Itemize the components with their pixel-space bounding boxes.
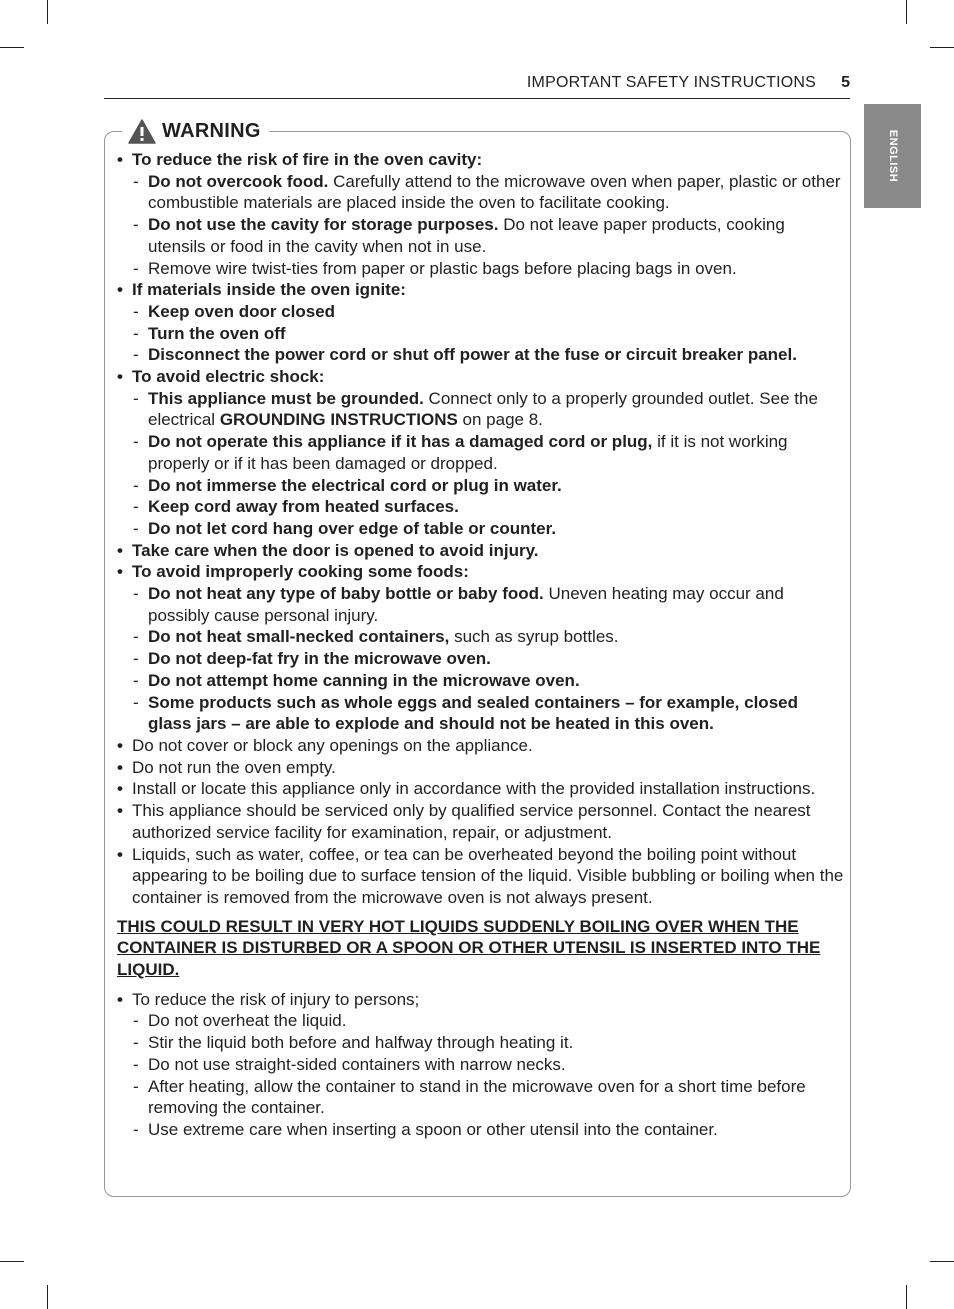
bold-text: Do not use the cavity for storage purposes. [148, 215, 499, 235]
bold-text: Keep cord away from heated surfaces. [148, 497, 459, 517]
dash-item [117, 692, 844, 735]
crop-mark [0, 47, 24, 48]
bullet-item [117, 366, 844, 388]
bullet-item [117, 540, 844, 562]
bullet-item [117, 279, 844, 301]
bullet-item [117, 561, 844, 583]
section-title: IMPORTANT SAFETY INSTRUCTIONS [526, 74, 816, 91]
warning-title: WARNING [162, 119, 261, 142]
bold-text: If materials inside the oven ignite: [132, 280, 406, 300]
crop-mark [930, 47, 954, 48]
dash-item [117, 475, 844, 497]
body-text: Do not cover or block any openings on the appliance. [132, 735, 533, 755]
dash-item [117, 258, 844, 280]
dash-item [117, 1054, 844, 1076]
body-text: Install or locate this appliance only in accordance with the provided installation instructions. [132, 779, 816, 799]
dash-item [117, 518, 844, 540]
crop-mark [47, 0, 48, 24]
dash-item [117, 583, 844, 626]
bold-text: Do not immerse the electrical cord or plug in water. [148, 475, 562, 495]
body-text: Use extreme care when inserting a spoon or other utensil into the container. [148, 1119, 718, 1139]
bullet-item [117, 757, 844, 779]
bold-text: Disconnect the power cord or shut off power at the fuse or circuit breaker panel. [148, 345, 797, 365]
body-text: Remove wire twist-ties from paper or plastic bags before placing bags in oven. [148, 258, 737, 278]
dash-item [117, 648, 844, 670]
language-tab-label: ENGLISH [886, 129, 899, 183]
bold-text: THIS COULD RESULT IN VERY HOT LIQUIDS SUDDENLY BOILING OVER WHEN THE CONTAINER IS DISTURBED OR A SPOON OR OTHER UTENSIL IS INSERTED INTO THE LIQUID. [117, 916, 821, 980]
body-text: Liquids, such as water, coffee, or tea can be overheated beyond the boiling point without appearing to be boiling due to surface tension of the liquid. Visible bubbling or boiling when the container is removed from the microwave oven is not always present. [132, 844, 844, 907]
body-text: Do not leave paper products, cooking utensils or food in the cavity when not in use. [148, 215, 785, 256]
dash-item [117, 1119, 844, 1141]
body-text: Uneven heating may occur and possibly cause personal injury. [148, 584, 784, 625]
body-text: Connect only to a properly grounded outlet. See the electrical [148, 388, 818, 430]
dash-item [117, 1010, 844, 1032]
warning-triangle-icon [128, 119, 156, 144]
caution-notice [117, 916, 844, 981]
bold-text: Do not operate this appliance if it has a damaged cord or plug, [148, 432, 653, 452]
bullet-item [117, 149, 844, 171]
bold-text: Do not heat any type of baby bottle or baby food. [148, 584, 544, 604]
crop-mark [930, 1261, 954, 1262]
body-text: Do not run the oven empty. [132, 757, 336, 777]
dash-item [117, 670, 844, 692]
language-tab [864, 104, 921, 208]
dash-item [117, 1032, 844, 1054]
bold-text: This appliance must be grounded. [148, 388, 424, 408]
warning-content [117, 149, 844, 1141]
dash-item [117, 344, 844, 366]
bullet-item [117, 844, 844, 909]
bold-text: Do not heat small-necked containers, [148, 627, 450, 647]
body-text: such as syrup bottles. [449, 627, 619, 647]
dash-item [117, 626, 844, 648]
dash-item [117, 1076, 844, 1119]
bullet-item [117, 989, 844, 1011]
body-text: Carefully attend to the microwave oven when paper, plastic or other combustible materials are placed inside the oven to facilitate cooking. [148, 171, 841, 213]
crop-mark [47, 1285, 48, 1309]
dash-item [117, 431, 844, 474]
body-text: on page 8. [457, 410, 543, 430]
warning-rule [282, 131, 827, 132]
body-text: After heating, allow the container to stand in the microwave oven for a short time before removing the container. [148, 1076, 806, 1118]
crop-mark [906, 0, 907, 24]
body-text: Do not use straight-sided containers with narrow necks. [148, 1054, 566, 1074]
bold-text: Do not overcook food. [148, 171, 329, 191]
bold-text: Do not let cord hang over edge of table or counter. [148, 518, 557, 538]
warning-heading [122, 117, 269, 145]
crop-mark [0, 1261, 24, 1262]
body-text: To reduce the risk of injury to persons; [132, 989, 420, 1009]
bold-text: To avoid improperly cooking some foods: [132, 562, 469, 582]
page-header [104, 70, 850, 99]
bullet-item [117, 778, 844, 800]
dash-item [117, 388, 844, 431]
bold-text: To reduce the risk of fire in the oven cavity: [132, 150, 483, 169]
body-text: Stir the liquid both before and halfway through heating it. [148, 1033, 574, 1053]
bold-text: Do not deep-fat fry in the microwave oven. [148, 649, 491, 669]
bold-text: Take care when the door is opened to avoid injury. [132, 540, 539, 560]
bold-text: Turn the oven off [148, 323, 286, 343]
dash-item [117, 214, 844, 257]
bold-text: Keep oven door closed [148, 301, 336, 321]
bullet-item [117, 800, 844, 843]
dash-item [117, 301, 844, 323]
dash-item [117, 496, 844, 518]
bold-text: GROUNDING INSTRUCTIONS [219, 410, 458, 430]
dash-item [117, 323, 844, 345]
body-text: Do not overheat the liquid. [148, 1011, 347, 1031]
bullet-item [117, 735, 844, 757]
body-text: This appliance should be serviced only by qualified service personnel. Contact the nearest authorized service facility for examination, repair, or adjustment. [132, 801, 811, 842]
bold-text: Do not attempt home canning in the microwave oven. [148, 670, 580, 690]
page-number: 5 [841, 74, 850, 91]
bold-text: Some products such as whole eggs and sealed containers – for example, closed glass jars – are able to explode and should not be heated in this oven. [148, 692, 798, 734]
crop-mark [906, 1285, 907, 1309]
bold-text: To avoid electric shock: [132, 367, 325, 387]
body-text: if it is not working properly or if it has been damaged or dropped. [148, 432, 788, 473]
dash-item [117, 171, 844, 214]
